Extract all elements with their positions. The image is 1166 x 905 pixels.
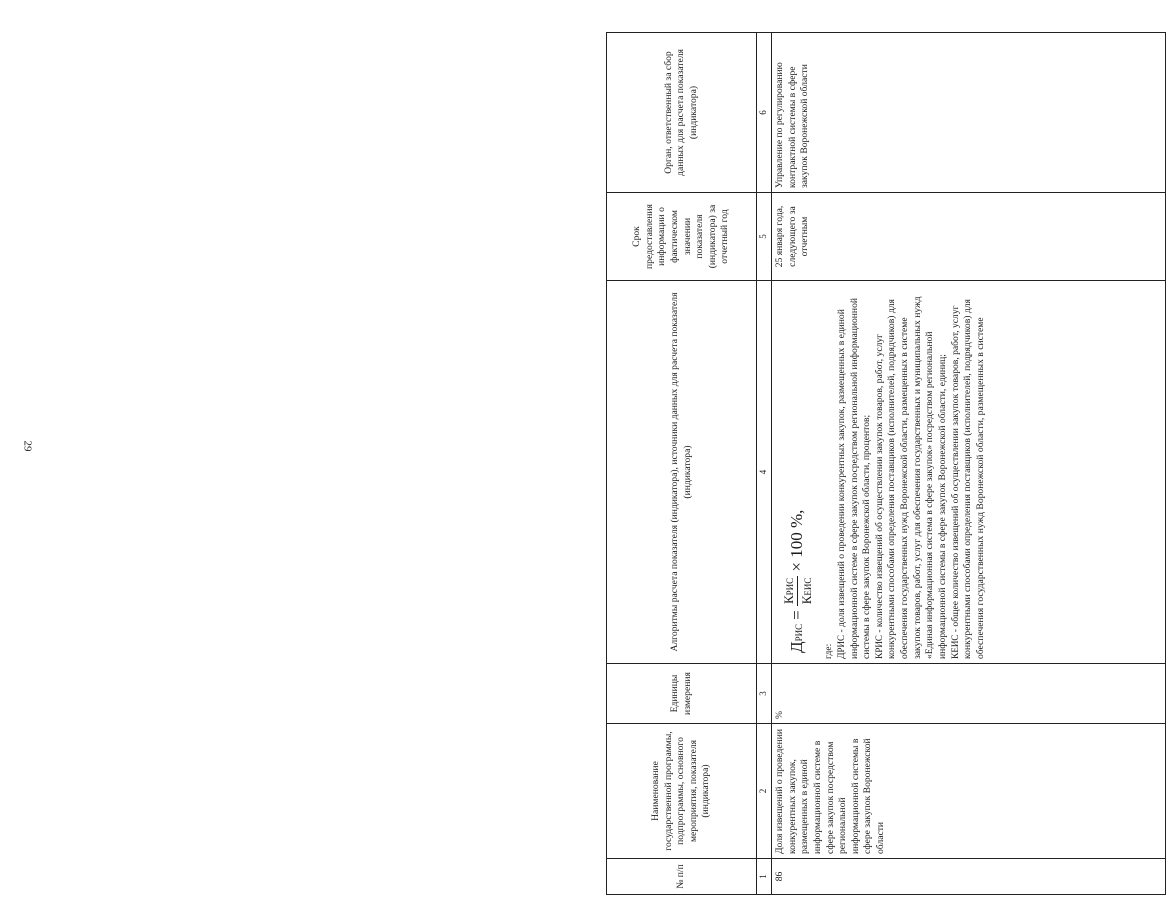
column-number: 6 xyxy=(757,33,772,193)
formula-tail: × 100 %, xyxy=(787,509,807,572)
page-number: 29 xyxy=(21,440,34,452)
header-row xyxy=(607,33,757,895)
indicator-table xyxy=(606,32,1166,895)
formula-fraction: КРИС КЕИС xyxy=(780,577,815,605)
header-number: № п/п xyxy=(607,859,757,895)
formula-equals: = xyxy=(787,610,807,620)
header-unit: Единицы измерения xyxy=(607,664,757,724)
formula xyxy=(780,285,815,653)
column-number: 1 xyxy=(757,859,772,895)
rotated-table-container xyxy=(606,33,1166,895)
formula-where: где: xyxy=(823,643,835,659)
indicator-algorithm xyxy=(771,281,1165,664)
header-deadline: Срок предоставления информации о фактическом значении показателя (индикатора) за отчетный год xyxy=(607,193,757,281)
formula-lhs: ДРИС xyxy=(787,623,807,653)
table-row xyxy=(771,33,1165,895)
header-organ: Орган, ответственный за сбор данных для расчета показателя (индикатора) xyxy=(607,33,757,193)
column-number: 2 xyxy=(757,724,772,859)
column-number: 3 xyxy=(757,664,772,724)
column-number: 4 xyxy=(757,281,772,664)
row-number: 86 xyxy=(771,859,1165,895)
indicator-organ: Управление по регулированию контрактной системы в сфере закупок Воронежской области xyxy=(771,33,1165,193)
header-name: Наименование государственной программы, подпрограммы, основного мероприятия, показателя (индикатора) xyxy=(607,724,757,859)
definition-k-ris: КРИС - количество извещений об осуществлении закупок товаров, работ, услуг конкурентными способами определения поставщиков (исполнителей, подрядчиков) для обеспечения государственных нужд Воронежской области, размещенных в системе закупок товаров, работ, услуг для обеспечения государственных и муниципальных нужд «Единая информационная система в сфере закупок» посредством региональной информационной системы в сфере закупок Воронежской области, единиц; xyxy=(873,296,949,659)
indicator-name: Доля извещений о проведении конкурентных закупок, размещенных в единой информационной системе в сфере закупок посредством региональной информационной системы в сфере закупок Воронежской области xyxy=(771,724,1165,859)
indicator-deadline: 25 января года, следующего за отчетным xyxy=(771,193,1165,281)
indicator-unit: % xyxy=(771,664,1165,724)
header-algorithm: Алгоритмы расчета показателя (индикатора), источники данных для расчета показателя (индикатора) xyxy=(607,281,757,664)
column-numbers-row xyxy=(757,33,772,895)
definition-d-ris: ДРИС - доля извещений о проведении конкурентных закупок, размещенных в единой информационной системе в сфере закупок посредством региональной информационной системы в сфере закупок Воронежской области, процентов; xyxy=(835,297,873,659)
definition-k-eis: КЕИС - общее количество извещений об осуществлении закупок товаров, работ, услуг конкурентными способами определения поставщиков (исполнителей, подрядчиков) для обеспечения государственных нужд Воронежской области, размещенных в системе xyxy=(949,299,987,659)
column-number: 5 xyxy=(757,193,772,281)
